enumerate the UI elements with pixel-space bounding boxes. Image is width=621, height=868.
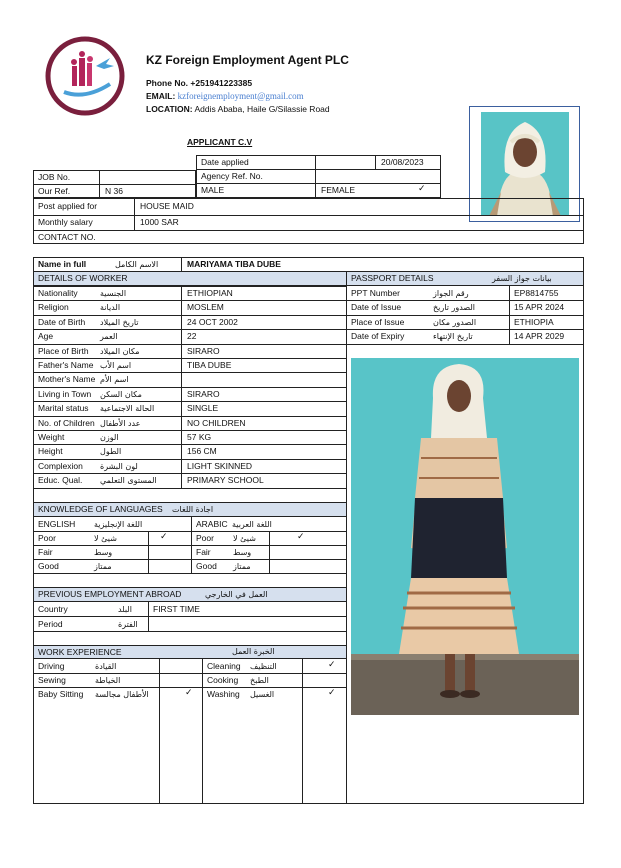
arabic-level-ar: وسط [233, 548, 252, 557]
languages-title: KNOWLEDGE OF LANGUAGES [38, 504, 163, 514]
english-level-label: Fair [38, 547, 53, 557]
detail-label: Marital status [38, 403, 89, 414]
experience-skill-ar: التنظيف [250, 662, 277, 671]
female-label: FEMALE [321, 185, 356, 195]
detail-label-ar: تاريخ الميلاد [100, 317, 139, 327]
detail-label-ar: مكان السكن [100, 389, 142, 399]
detail-value: 57 KG [187, 432, 212, 442]
detail-label-ar: اسم الأب [100, 361, 132, 370]
detail-label-ar: مكان الميلاد [100, 346, 140, 356]
previous-title: PREVIOUS EMPLOYMENT ABROAD [38, 589, 182, 599]
english-poor-check-icon: ✓ [160, 532, 168, 542]
location-value: Addis Ababa, Haile G/Silassie Road [194, 104, 330, 114]
detail-value: NO CHILDREN [187, 417, 246, 428]
salary-label: Monthly salary [38, 217, 93, 227]
country-label: Country [38, 604, 68, 614]
period-label-ar: الفترة [118, 620, 138, 629]
detail-value: ETHIOPIAN [187, 288, 233, 298]
experience-title: WORK EXPERIENCE [38, 647, 122, 657]
our-ref-value: N 36 [105, 186, 123, 196]
detail-label-ar: الحالة الاجتماعية [100, 404, 155, 414]
passport-label: Place of Issue [351, 316, 405, 327]
detail-label: Height [38, 446, 63, 457]
experience-title-ar: الخبرة العمل [232, 647, 275, 656]
detail-label: No. of Children [38, 417, 95, 428]
english-label-ar: اللغة الإنجليزية [94, 520, 143, 529]
company-name: KZ Foreign Employment Agent PLC [146, 53, 349, 67]
experience-skill-ar: الأطفال مجالسة [95, 690, 149, 699]
experience-skill-ar: الخياطة [95, 676, 121, 685]
country-value: FIRST TIME [153, 604, 200, 614]
experience-check-icon: ✓ [185, 688, 193, 698]
experience-skill-label: Baby Sitting [38, 689, 84, 699]
detail-value: SIRARO [187, 388, 220, 399]
english-label: ENGLISH [38, 519, 76, 529]
detail-label-ar: الجنسية [100, 289, 127, 298]
agency-ref-label: Agency Ref. No. [201, 171, 263, 181]
detail-label-ar: الديانة [100, 303, 121, 313]
passport-label: Date of Expiry [351, 331, 405, 342]
cv-title: APPLICANT C.V [187, 137, 253, 147]
passport-value: 14 APR 2029 [514, 331, 565, 342]
email-label: EMAIL: [146, 91, 176, 101]
date-applied-value: 20/08/2023 [381, 157, 424, 167]
location-label: LOCATION: [146, 104, 193, 114]
arabic-label-ar: اللغة العربية [232, 520, 272, 529]
name-label-ar: الاسم الكامل [115, 260, 159, 269]
detail-value: LIGHT SKINNED [187, 460, 253, 471]
company-location [146, 104, 330, 114]
detail-label: Father's Name [38, 360, 94, 370]
post-value: HOUSE MAID [140, 201, 194, 211]
passport-label: PPT Number [351, 288, 400, 298]
email-link[interactable]: kzforeignemployment@gmail.com [177, 91, 304, 101]
detail-label: Age [38, 331, 54, 342]
job-no-label: JOB No. [38, 172, 71, 182]
arabic-label: ARABIC [196, 519, 228, 529]
contact-label: CONTACT NO. [38, 232, 96, 242]
detail-value: TIBA DUBE [187, 360, 232, 370]
detail-label: Educ. Qual. [38, 475, 83, 486]
passport-value: EP8814755 [514, 288, 559, 298]
experience-skill-label: Driving [38, 661, 65, 671]
english-level-label: Good [38, 561, 59, 571]
details-title: DETAILS OF WORKER [38, 273, 128, 283]
arabic-poor-check-icon: ✓ [297, 532, 305, 542]
english-level-ar: ممتاز [94, 562, 112, 571]
detail-label-ar: لون البشرة [100, 461, 138, 471]
detail-value: MOSLEM [187, 302, 224, 313]
detail-label: Mother's Name [38, 374, 96, 385]
detail-label: Complexion [38, 460, 83, 471]
passport-value: ETHIOPIA [514, 316, 554, 327]
experience-skill-label: Sewing [38, 675, 66, 685]
company-logo [44, 36, 126, 116]
name-label: Name in full [38, 259, 87, 269]
passport-title-ar: بيانات جواز السفر [492, 274, 552, 283]
english-level-ar: شيئ لا [94, 534, 117, 543]
name-value: MARIYAMA TIBA DUBE [187, 259, 281, 269]
english-level-label: Poor [38, 533, 56, 543]
experience-skill-ar: القيادة [95, 662, 117, 671]
detail-value: 22 [187, 331, 197, 342]
detail-label-ar: العمر [100, 332, 118, 342]
detail-label-ar: المستوى التعلمي [100, 476, 157, 486]
detail-label-ar: اسم الأم [100, 375, 129, 385]
detail-value: SIRARO [187, 345, 220, 356]
female-check-icon: ✓ [418, 184, 426, 194]
company-phone [146, 78, 252, 88]
experience-skill-label: Cleaning [207, 661, 241, 671]
post-label: Post applied for [38, 201, 98, 211]
detail-label: Weight [38, 432, 65, 442]
arabic-level-ar: ممتاز [233, 562, 251, 571]
detail-label-ar: الطول [100, 447, 122, 457]
experience-skill-ar: الطبخ [250, 676, 269, 685]
passport-label: Date of Issue [351, 302, 402, 313]
detail-label: Nationality [38, 288, 78, 298]
detail-label: Religion [38, 302, 69, 313]
passport-value: 15 APR 2024 [514, 302, 565, 313]
detail-label-ar: عدد الأطفال [100, 418, 141, 428]
full-body-photo [351, 358, 579, 715]
passport-label-ar: رقم الجواز [433, 289, 469, 298]
experience-skill-label: Cooking [207, 675, 239, 685]
experience-skill-label: Washing [207, 689, 240, 699]
arabic-level-ar: شيئ لا [233, 534, 256, 543]
passport-label-ar: تاريخ الإنتهاء [433, 332, 473, 342]
detail-label: Date of Birth [38, 316, 86, 327]
passport-label-ar: الصدور تاريخ [433, 303, 475, 313]
detail-value: 24 OCT 2002 [187, 316, 238, 327]
languages-title-ar: اجادة اللغات [172, 505, 214, 514]
experience-check-icon: ✓ [328, 688, 336, 698]
detail-value: SINGLE [187, 403, 219, 414]
previous-title-ar: العمل في الخارجي [205, 590, 268, 599]
detail-label: Living in Town [38, 388, 92, 399]
phone-value: +251941223385 [190, 78, 253, 88]
english-level-ar: وسط [94, 548, 113, 557]
our-ref-label: Our Ref. [38, 186, 71, 196]
arabic-level-label: Good [196, 561, 217, 571]
male-label: MALE [201, 185, 225, 195]
date-applied-label: Date applied [201, 157, 249, 167]
country-label-ar: البلد [118, 605, 132, 614]
experience-skill-ar: الغسيل [250, 690, 275, 699]
detail-value: PRIMARY SCHOOL [187, 475, 264, 486]
arabic-level-label: Poor [196, 533, 214, 543]
post-salary-table [33, 198, 584, 244]
arabic-level-label: Fair [196, 547, 211, 557]
detail-value: 156 CM [187, 446, 217, 457]
phone-label: Phone No. [146, 78, 189, 88]
company-email [146, 91, 304, 101]
experience-check-icon: ✓ [328, 660, 336, 670]
passport-title: PASSPORT DETAILS [351, 273, 434, 283]
salary-value: 1000 SAR [140, 217, 179, 227]
period-label: Period [38, 619, 63, 629]
detail-label: Place of Birth [38, 345, 89, 356]
passport-label-ar: الصدور مكان [433, 317, 477, 327]
detail-label-ar: الوزن [100, 433, 119, 442]
